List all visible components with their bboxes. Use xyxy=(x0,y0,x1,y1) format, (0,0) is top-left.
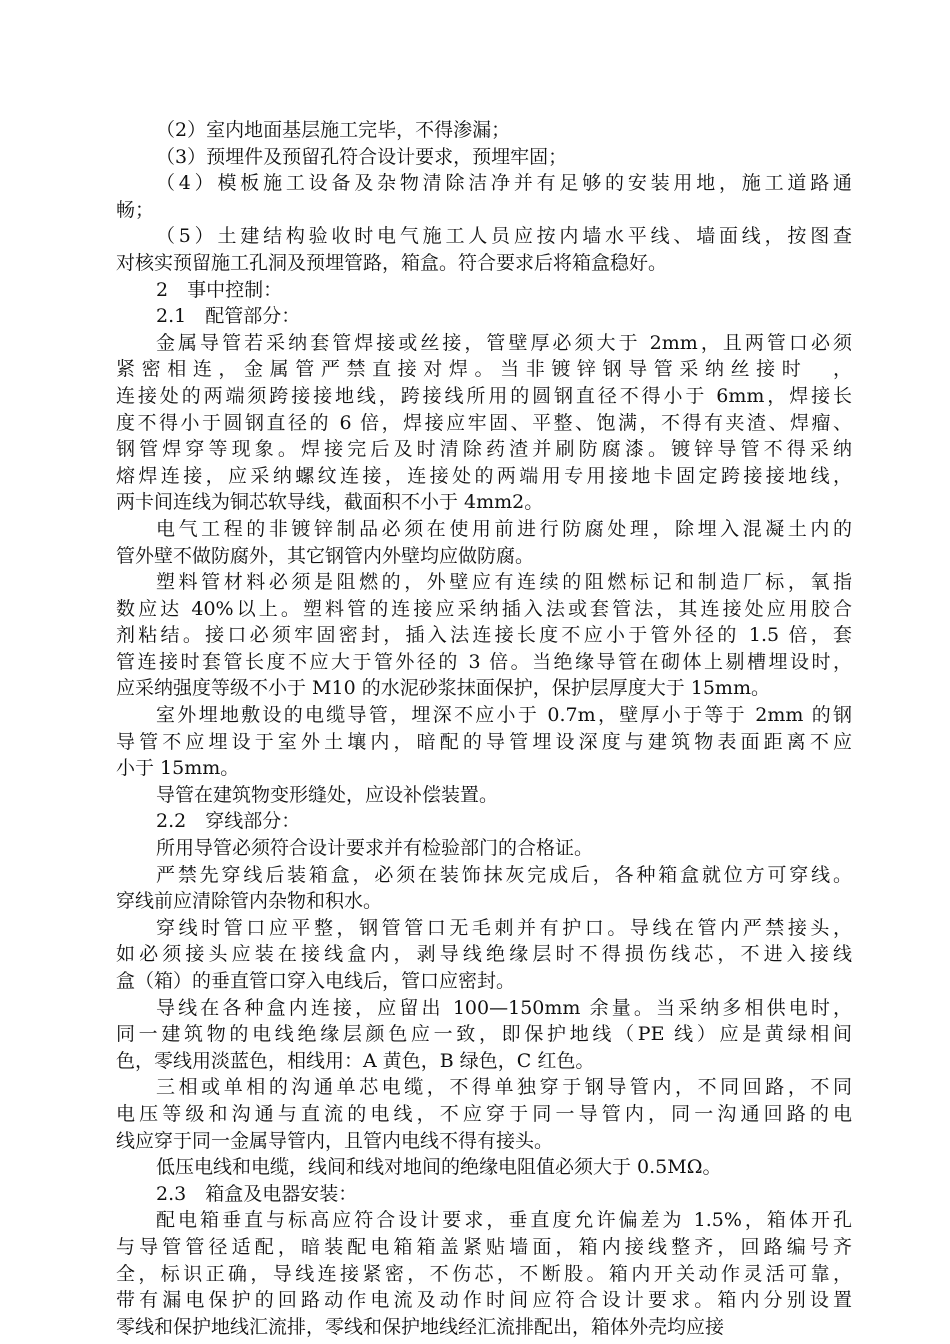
text-line: 连接处的两端须跨接接地线，跨接线所用的圆钢直径不得小于 6mm，焊接长 xyxy=(116,384,852,407)
text-line: 同一建筑物的电线绝缘层颜色应一致，即保护地线（PE 线）应是黄绿相间 xyxy=(116,1023,852,1046)
text-line: 管连接时套管长度不应大于管外径的 3 倍。当绝缘导管在砌体上剔槽埋设时， xyxy=(116,650,852,673)
text-line: 钢管焊穿等现象。焊接完后及时清除药渣并刷防腐漆。镀锌导管不得采纳 xyxy=(116,438,852,461)
text-line: 带有漏电保护的回路动作电流及动作时间应符合设计要求。箱内分别设置 xyxy=(116,1289,852,1312)
text-line: 剂粘结。接口必须牢固密封，插入法连接长度不应小于管外径的 1.5 倍，套 xyxy=(116,624,852,647)
text-line: 穿线时管口应平整，钢管管口无毛刺并有护口。导线在管内严禁接头， xyxy=(156,916,852,939)
text-line: 畅； xyxy=(116,198,155,221)
text-line: 导线在各种盒内连接，应留出 100—150mm 余量。当采纳多相供电时， xyxy=(156,996,852,1019)
text-line: 零线和保护地线汇流排，零线和保护地线经汇流排配出，箱体外壳均应接 xyxy=(116,1315,725,1338)
text-line: 2.1 配管部分： xyxy=(156,305,301,328)
text-line: （2）室内地面基层施工完毕，不得渗漏； xyxy=(156,119,511,141)
text-line: 对核实预留施工孔洞及预埋管路，箱盒。符合要求后将箱盒稳好。 xyxy=(116,251,668,274)
text-line: 导管不应埋设于室外土壤内，暗配的导管埋设深度与建筑物表面距离不应 xyxy=(116,730,852,753)
text-line: 电压等级和沟通与直流的电线，不应穿于同一导管内，同一沟通回路的电 xyxy=(116,1102,852,1125)
text-line: （3）预埋件及预留孔符合设计要求，预埋牢固； xyxy=(156,145,568,168)
text-line: 如必须接头应装在接线盒内，剥导线绝缘层时不得损伤线芯，不进入接线 xyxy=(116,943,852,966)
text-line: 严禁先穿线后装箱盒，必须在装饰抹灰完成后，各种箱盒就位方可穿线。 xyxy=(156,863,852,886)
text-line: （4）模板施工设备及杂物清除洁净并有足够的安装用地，施工道路通 xyxy=(156,172,852,195)
text-line: 度不得小于圆钢直径的 6 倍，焊接应牢固、平整、饱满，不得有夹渣、焊瘤、 xyxy=(116,411,852,434)
text-line: 数应达 40%以上。塑料管的连接应采纳插入法或套管法，其连接处应用胶合 xyxy=(116,597,852,620)
text-line: 熔焊连接，应采纳螺纹连接，连接处的两端用专用接地卡固定跨接接地线， xyxy=(116,464,852,487)
text-line: 配电箱垂直与标高应符合设计要求，垂直度允许偏差为 1.5%，箱体开孔 xyxy=(156,1209,852,1232)
text-line: 与导管管径适配，暗装配电箱箱盖紧贴墙面，箱内接线整齐，回路编号齐 xyxy=(116,1235,852,1258)
text-line: （5）土建结构验收时电气施工人员应按内墙水平线、墙面线，按图查 xyxy=(156,225,852,248)
text-line: 导管在建筑物变形缝处，应设补偿装置。 xyxy=(156,783,499,806)
text-line: 电气工程的非镀锌制品必须在使用前进行防腐处理，除埋入混凝土内的 xyxy=(156,517,852,540)
text-line: 2.2 穿线部分： xyxy=(156,810,301,833)
text-line: 线应穿于同一金属导管内，且管内电线不得有接头。 xyxy=(116,1129,554,1152)
text-line: 紧密相连，金属管严禁直接对焊。当非镀锌钢导管采纳丝接时 ， xyxy=(116,358,852,381)
text-line: 应采纳强度等级不小于 M10 的水泥砂浆抹面保护，保护层厚度大于 15mm。 xyxy=(116,677,770,700)
text-line: 两卡间连线为铜芯软导线，截面积不小于 4mm2。 xyxy=(116,491,544,514)
text-line: 盒（箱）的垂直管口穿入电线后，管口应密封。 xyxy=(116,970,516,992)
text-line: 金属导管若采纳套管焊接或丝接，管壁厚必须大于 2mm，且两管口必须 xyxy=(156,331,852,354)
text-line: 小于 15mm。 xyxy=(116,757,240,780)
text-line: 色，零线用淡蓝色，相线用：A 黄色，B 绿色，C 红色。 xyxy=(116,1049,595,1072)
text-line: 穿线前应清除管内杂物和积水。 xyxy=(116,890,383,913)
text-line: 所用导管必须符合设计要求并有检验部门的合格证。 xyxy=(156,837,594,860)
text-line: 三相或单相的沟通单芯电缆，不得单独穿于钢导管内，不同回路，不同 xyxy=(156,1076,852,1099)
text-line: 全，标识正确，导线连接紧密，不伤芯，不断股。箱内开关动作灵活可靠， xyxy=(116,1262,852,1285)
text-line: 低压电线和电缆，线间和线对地间的绝缘电阻值必须大于 0.5MΩ。 xyxy=(156,1156,722,1179)
text-line: 室外埋地敷设的电缆导管，埋深不应小于 0.7m，壁厚小于等于 2mm 的钢 xyxy=(156,704,852,727)
text-line: 管外壁不做防腐外，其它钢管内外壁均应做防腐。 xyxy=(116,544,535,567)
text-line: 2 事中控制： xyxy=(156,278,283,301)
text-line: 2.3 箱盒及电器安装： xyxy=(156,1182,358,1205)
text-line: 塑料管材料必须是阻燃的，外壁应有连续的阻燃标记和制造厂标，氧指 xyxy=(156,571,852,594)
document-body xyxy=(116,117,852,1340)
